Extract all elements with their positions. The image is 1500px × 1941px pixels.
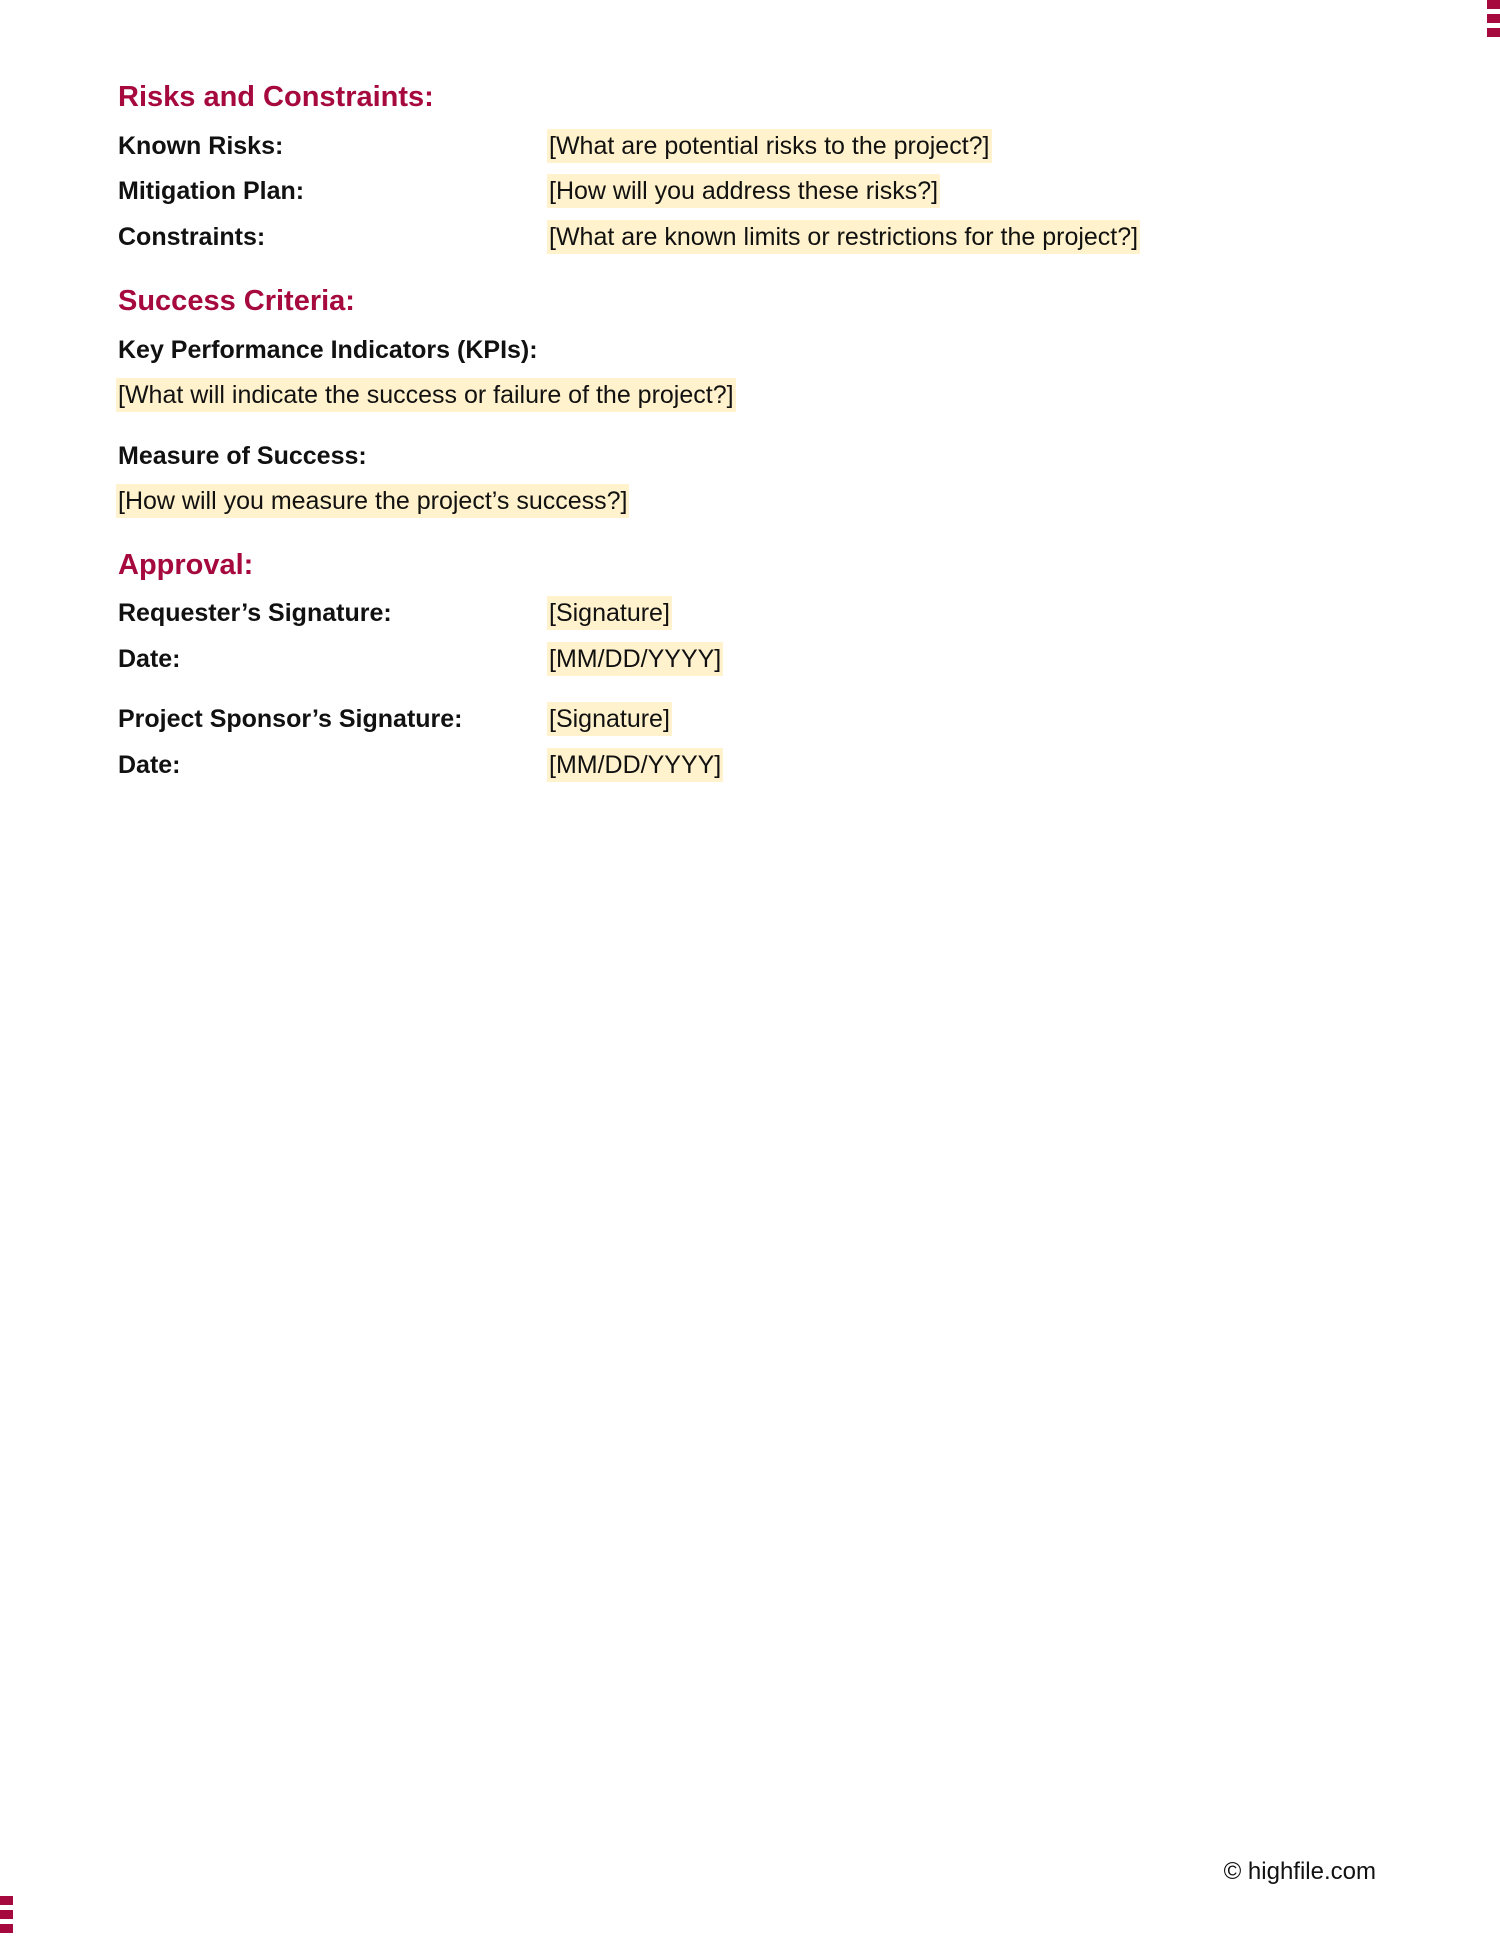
corner-mark: [1487, 28, 1500, 37]
corner-mark: [0, 1924, 13, 1933]
measure-of-success-label: Measure of Success:: [118, 442, 367, 470]
measure-of-success-field[interactable]: [How will you measure the project’s success?]: [116, 484, 629, 518]
success-criteria-heading: Success Criteria:: [118, 285, 355, 317]
sponsor-signature-label: Project Sponsor’s Signature:: [118, 705, 463, 733]
requester-date-field[interactable]: [MM/DD/YYYY]: [547, 642, 723, 676]
mitigation-plan-label: Mitigation Plan:: [118, 177, 305, 205]
sponsor-date-field[interactable]: [MM/DD/YYYY]: [547, 748, 723, 782]
known-risks-field[interactable]: [What are potential risks to the project?]: [547, 129, 992, 163]
corner-mark: [0, 1910, 13, 1919]
kpi-field[interactable]: [What will indicate the success or failure of the project?]: [116, 378, 736, 412]
requester-signature-label: Requester’s Signature:: [118, 599, 392, 627]
approval-heading: Approval:: [118, 549, 254, 581]
risks-constraints-heading: Risks and Constraints:: [118, 81, 434, 113]
sponsor-date-label: Date:: [118, 751, 181, 779]
corner-mark: [0, 1896, 13, 1905]
mitigation-plan-field[interactable]: [How will you address these risks?]: [547, 174, 940, 208]
copyright-footer: © highfile.com: [1223, 1858, 1376, 1885]
corner-mark: [1487, 14, 1500, 23]
corner-mark: [1487, 0, 1500, 9]
sponsor-signature-field[interactable]: [Signature]: [547, 702, 672, 736]
known-risks-label: Known Risks:: [118, 132, 284, 160]
requester-date-label: Date:: [118, 645, 181, 673]
requester-signature-field[interactable]: [Signature]: [547, 596, 672, 630]
constraints-label: Constraints:: [118, 223, 266, 251]
constraints-field[interactable]: [What are known limits or restrictions for the project?]: [547, 220, 1140, 254]
kpi-label: Key Performance Indicators (KPIs):: [118, 336, 538, 364]
top-right-corner-marks: [1487, 0, 1500, 42]
bottom-left-corner-marks: [0, 1896, 13, 1938]
